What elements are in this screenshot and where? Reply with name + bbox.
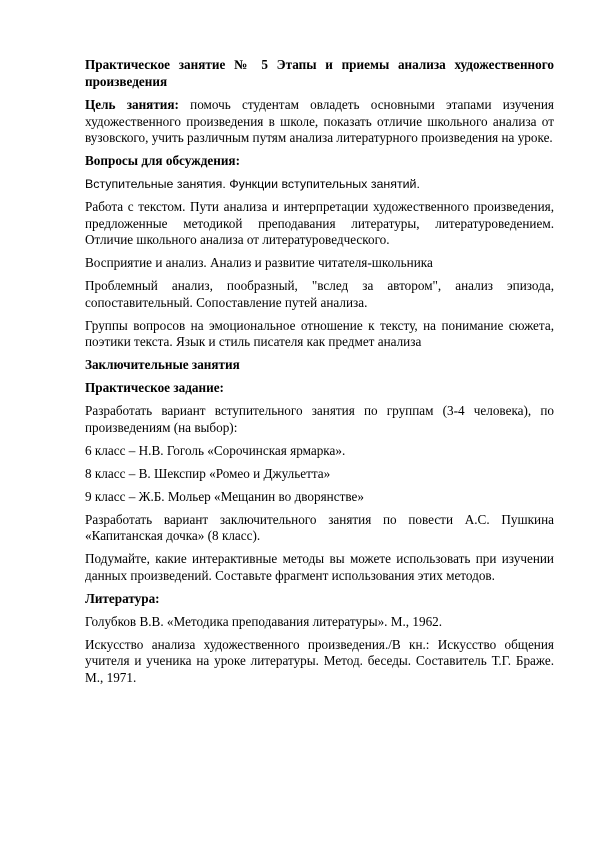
document-title: Практическое занятие № 5 Этапы и приемы анализа художественного произведения <box>85 57 554 89</box>
goal-paragraph <box>85 97 554 147</box>
final-lessons-heading: Заключительные занятия <box>85 357 240 372</box>
goal-text: помочь студентам овладеть основными этапами изучения художественного произведения в школе, показать отличие школьного анализа от вузовского, учить различным путям анализа литературного произведения на уроке. <box>85 97 554 145</box>
questions-heading: Вопросы для обсуждения: <box>85 153 240 168</box>
question-item: Вступительные занятия. Функции вступительных занятий. <box>85 177 420 191</box>
goal-label: Цель занятия: <box>85 97 179 112</box>
task-heading: Практическое задание: <box>85 380 224 395</box>
literature-item: Искусство анализа художественного произведения./В кн.: Искусство общения учителя и ученика на уроке литературы. Метод. беседы. Составитель Т.Г. Браже. М., 1971. <box>85 636 554 685</box>
task-item: 9 класс – Ж.Б. Мольер «Мещанин во дворянстве» <box>85 488 364 504</box>
literature-item: Голубков В.В. «Методика преподавания литературы». М., 1962. <box>85 613 443 629</box>
task-item: 8 класс – В. Шекспир «Ромео и Джульетта» <box>85 465 331 481</box>
question-item: Работа с текстом. Пути анализа и интерпретации художественного произведения, предложенные методикой преподавания литературы, литературоведением. Отличие школьного анализа от литературоведческого. <box>85 199 554 247</box>
task-intro: Разработать вариант вступительного занятия по группам (3-4 человека), по произведениям (на выбор): <box>85 403 554 435</box>
question-item: Восприятие и анализ. Анализ и развитие читателя-школьника <box>85 255 433 270</box>
task-final: Разработать вариант заключительного занятия по повести А.С. Пушкина «Капитанская дочка» (8 класс). <box>85 511 554 543</box>
task-methods: Подумайте, какие интерактивные методы вы можете использовать при изучении данных произведений. Составьте фрагмент использования этих методов. <box>85 551 554 583</box>
task-item: 6 класс – Н.В. Гоголь «Сорочинская ярмарка». <box>85 442 346 458</box>
literature-heading: Литература: <box>85 590 160 606</box>
question-item: Группы вопросов на эмоциональное отношение к тексту, на понимание сюжета, поэтики текста. Язык и стиль писателя как предмет анализа <box>85 317 554 349</box>
question-item: Проблемный анализ, пообразный, "вслед за автором", анализ эпизода, сопоставительный. Сопоставление путей анализа. <box>85 278 554 310</box>
